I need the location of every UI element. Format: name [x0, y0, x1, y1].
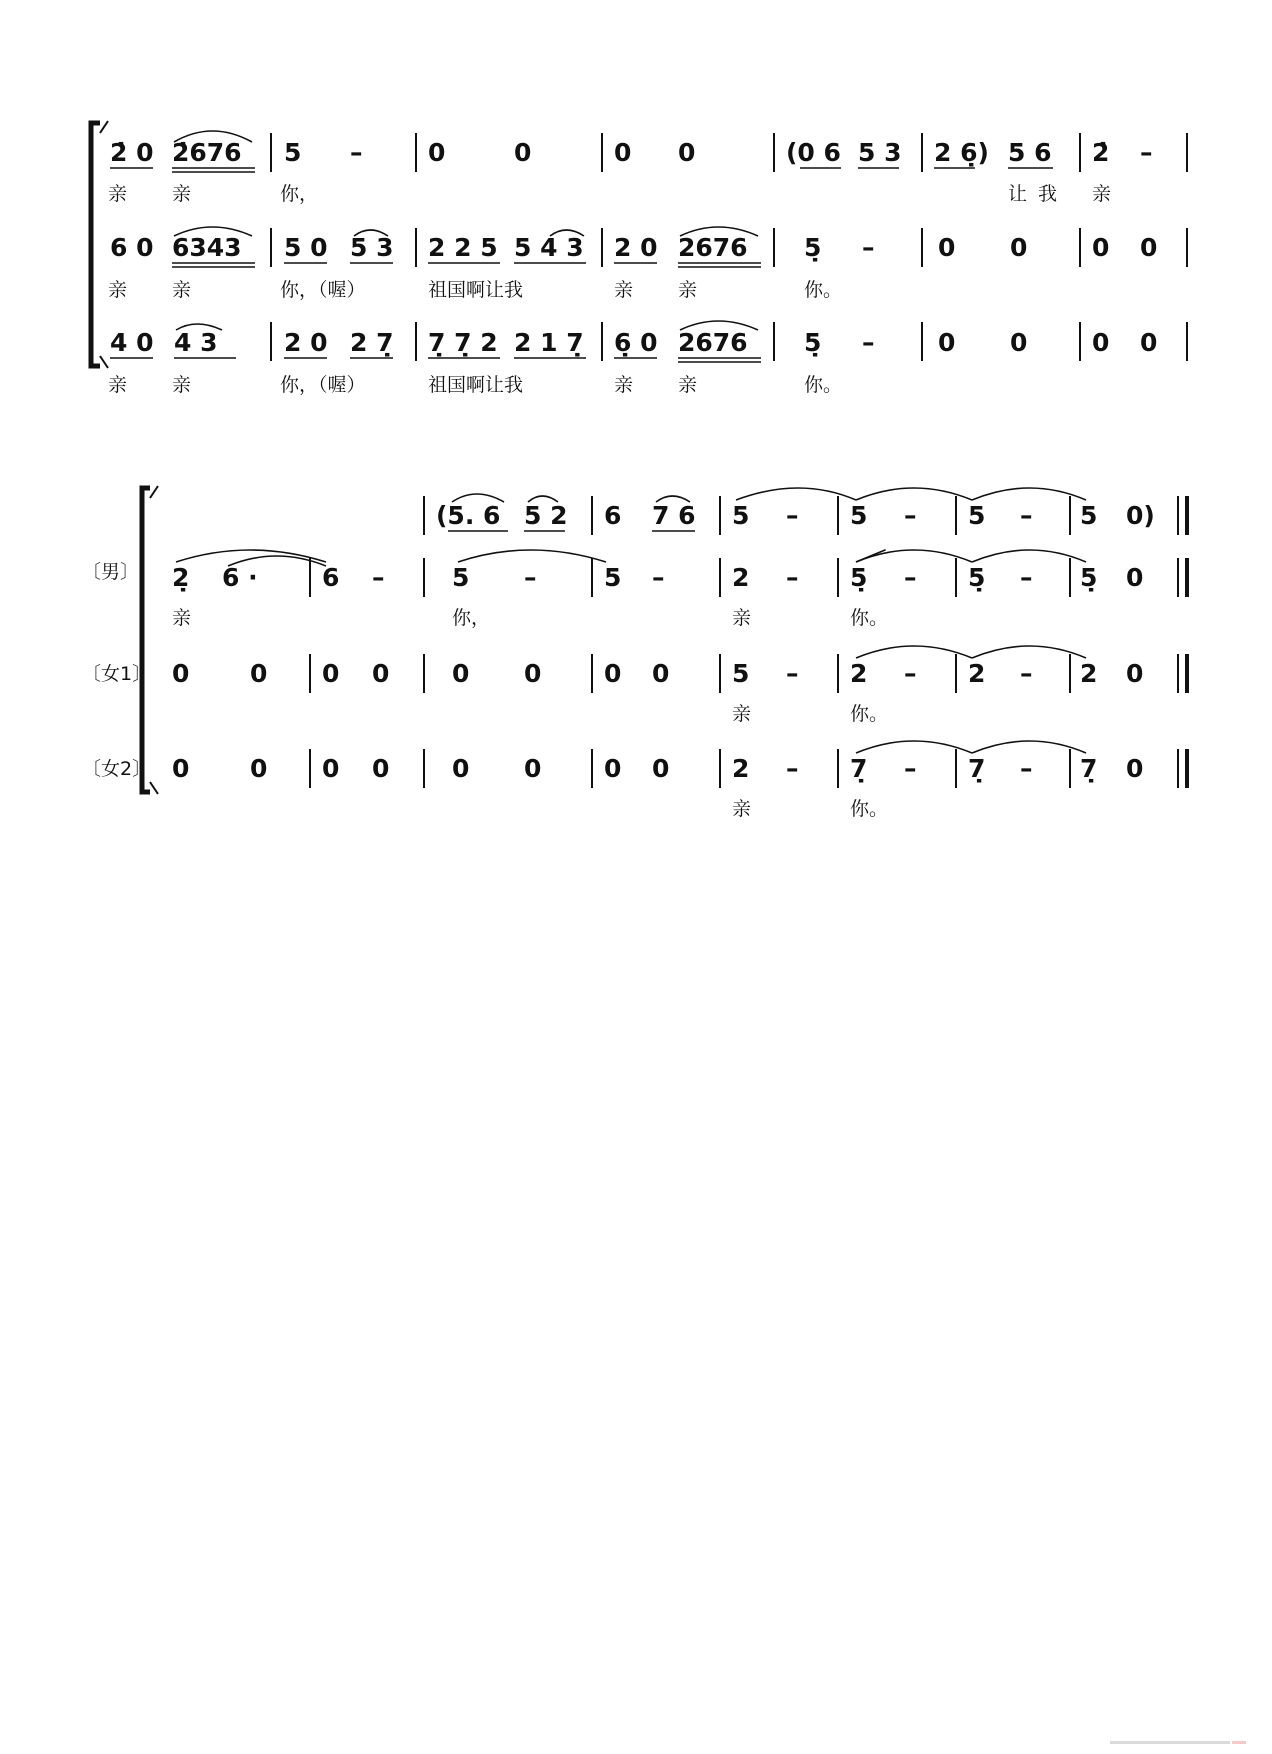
note: 0: [372, 754, 390, 783]
note: 0: [250, 659, 268, 688]
note: 0: [514, 138, 532, 167]
note: 2̇676: [172, 138, 242, 167]
note: 0: [172, 659, 190, 688]
lyric: 亲: [172, 183, 192, 205]
lyric: 你，（喔）: [280, 279, 366, 301]
note: 6 ·: [222, 563, 258, 592]
staff-1: [108, 131, 1187, 205]
note: 0: [938, 233, 956, 262]
note: 6̣ 0: [614, 328, 658, 357]
lyric: 你，（喔）: [280, 374, 366, 396]
note: 2: [732, 563, 750, 592]
lyric: 亲: [172, 374, 192, 396]
note: 6 0: [110, 233, 154, 262]
note: 2 1 7̣: [514, 328, 584, 357]
note: –: [862, 328, 875, 357]
note: 7̣: [1080, 754, 1098, 783]
lyric: 你。: [804, 374, 843, 396]
note: –: [1140, 138, 1153, 167]
note: 0: [322, 659, 340, 688]
note: 0: [250, 754, 268, 783]
lyric: 祖国啊让我: [428, 374, 524, 396]
bracket-hooks: [150, 486, 158, 794]
note: 0: [1092, 233, 1110, 262]
note: 2 7̣: [350, 328, 394, 357]
tie: [856, 488, 972, 500]
tie: [856, 550, 972, 562]
note: 5̣: [804, 233, 822, 262]
note: 2 2 5: [428, 233, 498, 262]
note: 5̣: [1080, 563, 1098, 592]
note: 6: [322, 563, 340, 592]
note: 2676: [678, 233, 748, 262]
lyric: 亲: [614, 374, 634, 396]
tie: [972, 550, 1086, 562]
note: –: [1020, 754, 1033, 783]
lyric: 亲: [172, 607, 192, 629]
note: 5 0: [284, 233, 328, 262]
note: 5: [452, 563, 470, 592]
note: 5: [732, 659, 750, 688]
note: –: [652, 563, 665, 592]
note: –: [372, 563, 385, 592]
note: 0: [372, 659, 390, 688]
note: 0): [1126, 501, 1155, 530]
note: 0: [604, 659, 622, 688]
note: –: [862, 233, 875, 262]
lyric: 你，: [280, 183, 319, 205]
note: –: [786, 659, 799, 688]
note: 5 3: [350, 233, 394, 262]
tie: [972, 741, 1086, 753]
note: 0: [652, 659, 670, 688]
note: 0: [452, 659, 470, 688]
note: 7̣: [968, 754, 986, 783]
note: 0: [678, 138, 696, 167]
note: 5: [1080, 501, 1098, 530]
staff-male: [172, 550, 1187, 629]
note: 7̣ 7̣ 2: [428, 328, 498, 357]
note: –: [1020, 563, 1033, 592]
lyric: 祖国啊让我: [428, 279, 524, 301]
tie: [856, 646, 972, 658]
note: 0: [1140, 328, 1158, 357]
note: –: [904, 659, 917, 688]
note: 2: [732, 754, 750, 783]
note: 0: [1126, 659, 1144, 688]
note: –: [524, 563, 537, 592]
voice-label-male: 〔男〕: [82, 561, 140, 583]
note: 0: [524, 754, 542, 783]
note: –: [786, 501, 799, 530]
note: 0: [172, 754, 190, 783]
note: –: [904, 501, 917, 530]
lyric: 你。: [804, 279, 843, 301]
note: 2̇: [1092, 138, 1110, 167]
note: 2̣: [172, 563, 190, 592]
note: 2 0: [284, 328, 328, 357]
note: 5̣: [850, 563, 868, 592]
lyric: 亲: [108, 279, 128, 301]
note: 0: [1126, 563, 1144, 592]
tie: [972, 488, 1086, 500]
lyric: 亲: [678, 374, 698, 396]
note: 0: [1126, 754, 1144, 783]
lyric: 亲: [732, 607, 752, 629]
lyric: 你。: [850, 703, 889, 725]
note: 5 2: [524, 501, 568, 530]
voice-label-female-1: 〔女1〕: [82, 663, 152, 685]
note: 5̣: [804, 328, 822, 357]
note: –: [904, 754, 917, 783]
note: –: [1020, 501, 1033, 530]
note: 6343: [172, 233, 242, 262]
system-bracket: [142, 488, 150, 792]
lyric: 让: [1008, 183, 1028, 205]
note: 0: [1140, 233, 1158, 262]
note: 0: [322, 754, 340, 783]
staff-3: [108, 321, 1187, 396]
tie: [856, 550, 885, 562]
note: 0: [428, 138, 446, 167]
lyric: 我: [1038, 183, 1058, 205]
note: –: [786, 563, 799, 592]
bracket-hooks: [100, 121, 108, 368]
lyric: 亲: [614, 279, 634, 301]
note: 5: [284, 138, 302, 167]
lyric: 亲: [108, 374, 128, 396]
system-2: [82, 486, 1187, 820]
lyric: 亲: [732, 798, 752, 820]
note: –: [786, 754, 799, 783]
note: 2: [850, 659, 868, 688]
note: 5 4 3: [514, 233, 584, 262]
lyric: 亲: [172, 279, 192, 301]
note: 5: [968, 501, 986, 530]
tie: [458, 550, 606, 562]
note: –: [904, 563, 917, 592]
note: 5 6: [1008, 138, 1052, 167]
note: 0: [1092, 328, 1110, 357]
tie: [856, 741, 972, 753]
system-bracket: [91, 123, 100, 366]
footer-watermark: [1110, 1741, 1246, 1744]
note: 7̣: [850, 754, 868, 783]
lyric: 你，: [452, 607, 491, 629]
note: 5̣: [968, 563, 986, 592]
system-1: [91, 121, 1187, 396]
note: 4 3: [174, 328, 218, 357]
note: 6: [604, 501, 622, 530]
note: 0: [604, 754, 622, 783]
note: 2 6̣): [934, 138, 989, 167]
lyric: 亲: [678, 279, 698, 301]
lyric: 你。: [850, 798, 889, 820]
note: 2: [1080, 659, 1098, 688]
note: (5. 6: [436, 501, 501, 530]
note: 2676: [678, 328, 748, 357]
note: 0: [1010, 328, 1028, 357]
lyric: 亲: [108, 183, 128, 205]
note: (0 6: [786, 138, 841, 167]
note: 7 6: [652, 501, 696, 530]
note: 2̇ 0: [110, 138, 154, 167]
staff-2: [108, 227, 1187, 301]
note: –: [350, 138, 363, 167]
note: 4 0: [110, 328, 154, 357]
note: 5: [732, 501, 750, 530]
note: 0: [652, 754, 670, 783]
lyric: 亲: [732, 703, 752, 725]
voice-label-female-2: 〔女2〕: [82, 758, 152, 780]
note: 0: [1010, 233, 1028, 262]
note: 2: [968, 659, 986, 688]
note: 5 3: [858, 138, 902, 167]
note: 5: [850, 501, 868, 530]
note: 0: [452, 754, 470, 783]
note: 0: [614, 138, 632, 167]
staff-female-2: [172, 741, 1187, 820]
lyric: 你。: [850, 607, 889, 629]
note: 0: [524, 659, 542, 688]
staff-accompaniment: [424, 488, 1187, 535]
note: 2 0: [614, 233, 658, 262]
tie: [972, 646, 1086, 658]
staff-female-1: [172, 646, 1187, 725]
lyric: 亲: [1092, 183, 1112, 205]
note: 5: [604, 563, 622, 592]
tie: [176, 550, 326, 562]
note: 0: [938, 328, 956, 357]
note: –: [1020, 659, 1033, 688]
